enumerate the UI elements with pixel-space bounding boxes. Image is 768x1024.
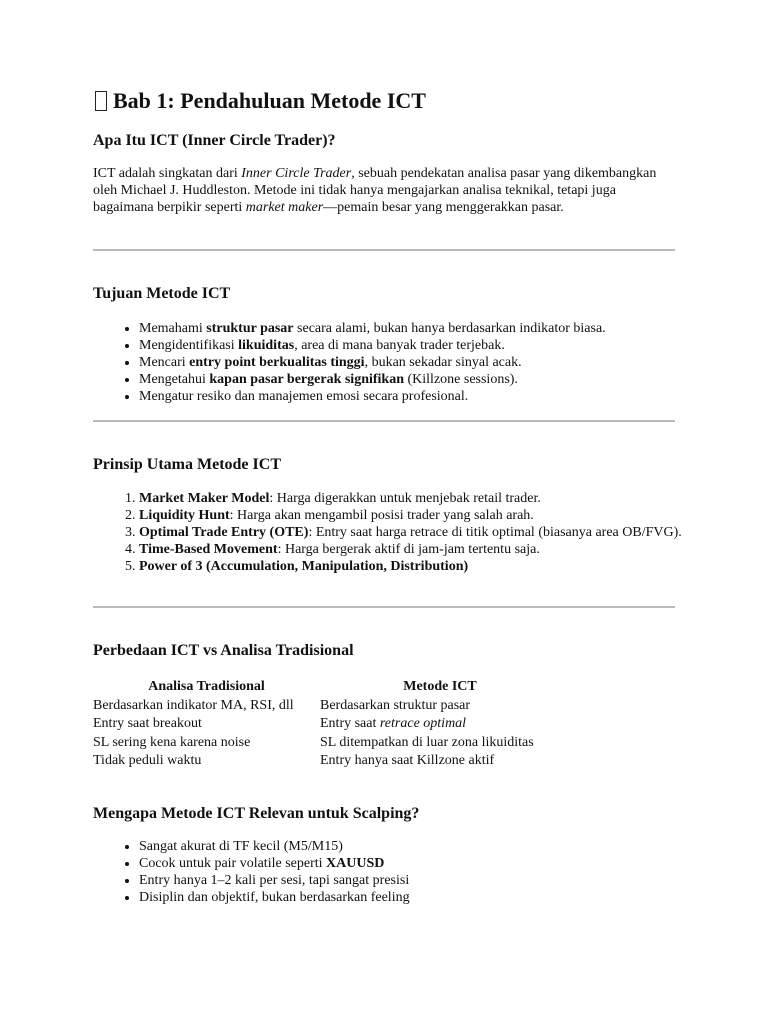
intro-text-e: —pemain besar yang menggerakkan pasar.: [323, 200, 564, 215]
list-item: • Cocok untuk pair volatile seperti XAUUSD: [139, 855, 721, 872]
missing-glyph-icon: [95, 91, 107, 111]
page-title: [93, 86, 426, 116]
comparison-table: [93, 678, 560, 771]
column-header: Metode ICT: [403, 679, 477, 694]
divider: [93, 249, 675, 251]
list-item: 5. Power of 3 (Accumulation, Manipulation, Distribution): [139, 558, 721, 575]
table-row: [93, 734, 560, 753]
list-item: • Sangat akurat di TF kecil (M5/M15): [139, 838, 721, 855]
list-item: 2. Liquidity Hunt: Harga akan mengambil posisi trader yang salah arah.: [139, 507, 721, 524]
principles-list: [93, 490, 721, 575]
column-header: Analisa Tradisional: [148, 679, 265, 694]
table-cell: SL sering kena karena noise: [93, 734, 251, 750]
table-row: [93, 715, 560, 734]
section-heading-principles: Prinsip Utama Metode ICT: [93, 456, 281, 473]
list-item: • Mengidentifikasi likuiditas, area di mana banyak trader terjebak.: [139, 337, 721, 354]
list-item: • Memahami struktur pasar secara alami, bukan hanya berdasarkan indikator biasa.: [139, 320, 721, 337]
table-cell: Entry saat breakout: [93, 716, 202, 731]
table-row: [93, 697, 560, 716]
section-heading-what-is-ict: Apa Itu ICT (Inner Circle Trader)?: [93, 132, 336, 149]
intro-text-b: Inner Circle Trader: [241, 166, 352, 181]
table-row: [93, 752, 560, 771]
intro-paragraph: [93, 165, 668, 216]
intro-text-d: market maker: [245, 200, 324, 215]
section-heading-scalping: Mengapa Metode ICT Relevan untuk Scalping?: [93, 805, 420, 822]
scalping-list: [93, 838, 721, 906]
list-item: • Mencari entry point berkualitas tinggi, bukan sekadar sinyal acak.: [139, 354, 721, 371]
section-heading-comparison: Perbedaan ICT vs Analisa Tradisional: [93, 642, 354, 659]
intro-text-c: , sebuah pendekatan analisa pasar yang dikembangkan oleh Michael J. Huddleston. Metode ini tidak hanya mengajarkan analisa teknikal, tetapi juga bagaimana berpikir seperti: [93, 166, 657, 215]
list-item: 3. Optimal Trade Entry (OTE): Entry saat harga retrace di titik optimal (biasanya area OB/FVG).: [139, 524, 721, 541]
list-item: 1. Market Maker Model: Harga digerakkan untuk menjebak retail trader.: [139, 490, 721, 507]
list-item: 4. Time-Based Movement: Harga bergerak aktif di jam-jam tertentu saja.: [139, 541, 721, 558]
divider: [93, 420, 675, 422]
page-title-text: Bab 1: Pendahuluan Metode ICT: [113, 88, 426, 113]
table-cell: Entry saat retrace optimal: [320, 716, 467, 731]
table-cell: Berdasarkan indikator MA, RSI, dll: [93, 697, 294, 713]
goals-list: [93, 320, 721, 405]
section-heading-goals: Tujuan Metode ICT: [93, 285, 231, 302]
list-item: • Disiplin dan objektif, bukan berdasarkan feeling: [139, 889, 721, 906]
table-cell: Entry hanya saat Killzone aktif: [320, 753, 495, 768]
intro-text-a: ICT adalah singkatan dari: [93, 166, 242, 181]
list-item: • Mengetahui kapan pasar bergerak signifikan (Killzone sessions).: [139, 371, 721, 388]
divider: [93, 606, 675, 608]
list-item: • Mengatur resiko dan manajemen emosi secara profesional.: [139, 388, 721, 405]
table-cell: Berdasarkan struktur pasar: [320, 697, 471, 713]
table-cell: Tidak peduli waktu: [93, 753, 202, 768]
list-item: • Entry hanya 1–2 kali per sesi, tapi sangat presisi: [139, 872, 721, 889]
table-cell: SL ditempatkan di luar zona likuiditas: [320, 734, 534, 750]
table-header-row: [93, 678, 560, 697]
